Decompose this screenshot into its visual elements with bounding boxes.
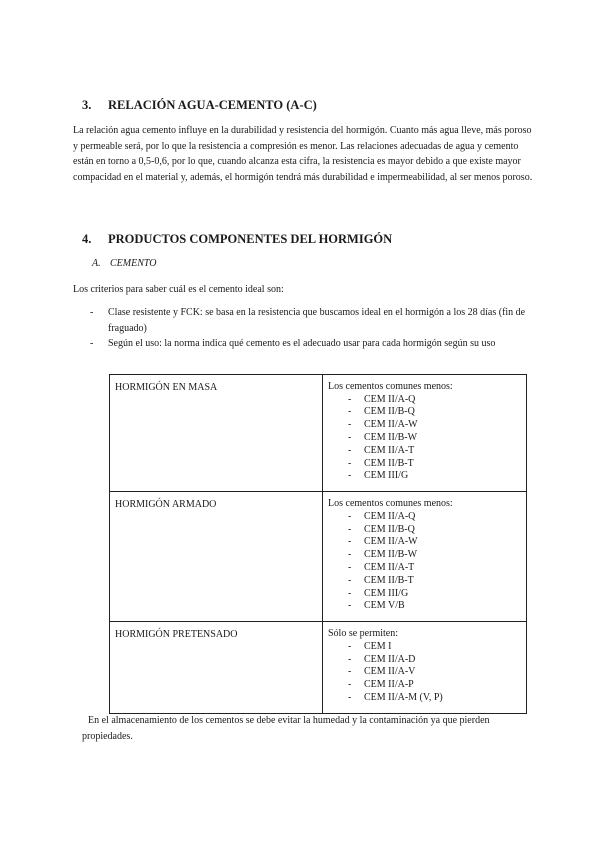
cement-cell	[323, 492, 527, 622]
cement-cell-intro: Los cementos comunes menos:	[328, 498, 453, 510]
concrete-type-cell: HORMIGÓN EN MASA	[110, 375, 323, 492]
section-3-paragraph: La relación agua cemento influye en la durabilidad y resistencia del hormigón. Cuanto más agua lleve, más poroso y permeable será, por lo que la resistencia a compresión es menor. Las relaciones adecuadas de agua y cemento están en torno a 0,5-0,6, por lo que, cuando alcanza esta cifra, la resistencia es mayor debido a que existe mayor compacidad en el material y, además, el hormigón tendrá más durabilidad e impermeabilidad, al ser menos poroso.	[73, 125, 533, 183]
criteria-item: - Clase resistente y FCK: se basa en la resistencia que buscamos ideal en el hormigón a los 28 días (fin de fraguado)	[90, 305, 530, 336]
cement-item: - CEM II/A-D	[328, 654, 522, 667]
criteria-list	[90, 305, 530, 352]
cement-item: - CEM II/B-T	[328, 458, 522, 471]
cement-item: - CEM III/G	[328, 470, 522, 483]
cement-item: - CEM II/B-Q	[328, 406, 522, 419]
subsection-a-letter: A.	[92, 258, 101, 269]
cement-item: - CEM II/A-W	[328, 536, 522, 549]
cement-item: - CEM II/A-P	[328, 679, 522, 692]
cement-item: - CEM II/A-V	[328, 666, 522, 679]
cement-list	[328, 511, 522, 613]
cement-item: - CEM II/B-W	[328, 432, 522, 445]
cement-cell	[323, 622, 527, 714]
cement-item: - CEM II/A-Q	[328, 511, 522, 524]
table-row	[110, 375, 527, 492]
cement-item: - CEM II/B-W	[328, 549, 522, 562]
subsection-a-heading	[92, 258, 157, 269]
cement-list	[328, 641, 522, 705]
cement-item: - CEM III/G	[328, 588, 522, 601]
cement-cell-intro: Sólo se permiten:	[328, 628, 398, 640]
section-4-title: PRODUCTOS COMPONENTES DEL HORMIGÓN	[108, 232, 393, 246]
cement-list	[328, 394, 522, 484]
cement-item: - CEM II/B-T	[328, 575, 522, 588]
section-4-number: 4.	[82, 232, 92, 246]
section-4-heading	[82, 232, 392, 247]
cement-item: - CEM II/A-M (V, P)	[328, 692, 522, 705]
criteria-intro: Los criterios para saber cuál es el cemento ideal son:	[73, 284, 284, 295]
closing-paragraph: En el almacenamiento de los cementos se debe evitar la humedad y la contaminación ya que pierden propiedades.	[82, 715, 490, 742]
cement-item: - CEM I	[328, 641, 522, 654]
cement-item: - CEM II/B-Q	[328, 524, 522, 537]
subsection-a-title: CEMENTO	[110, 258, 157, 269]
cement-cell-intro: Los cementos comunes menos:	[328, 381, 453, 392]
concrete-type-cell: HORMIGÓN ARMADO	[110, 492, 323, 622]
cement-item: - CEM II/A-T	[328, 562, 522, 575]
cement-cell	[323, 375, 527, 492]
criteria-item: - Según el uso: la norma indica qué cemento es el adecuado usar para cada hormigón según su uso	[90, 336, 530, 352]
cement-table	[109, 374, 527, 714]
cement-item: - CEM II/A-W	[328, 419, 522, 432]
concrete-type-cell: HORMIGÓN PRETENSADO	[110, 622, 323, 714]
section-3-title: RELACIÓN AGUA-CEMENTO (A-C)	[108, 98, 317, 112]
section-3-number: 3.	[82, 98, 92, 112]
table-row	[110, 622, 527, 714]
cement-item: - CEM V/B	[328, 600, 522, 613]
cement-item: - CEM II/A-Q	[328, 394, 522, 407]
cement-item: - CEM II/A-T	[328, 445, 522, 458]
section-3-heading	[82, 98, 317, 113]
table-row	[110, 492, 527, 622]
